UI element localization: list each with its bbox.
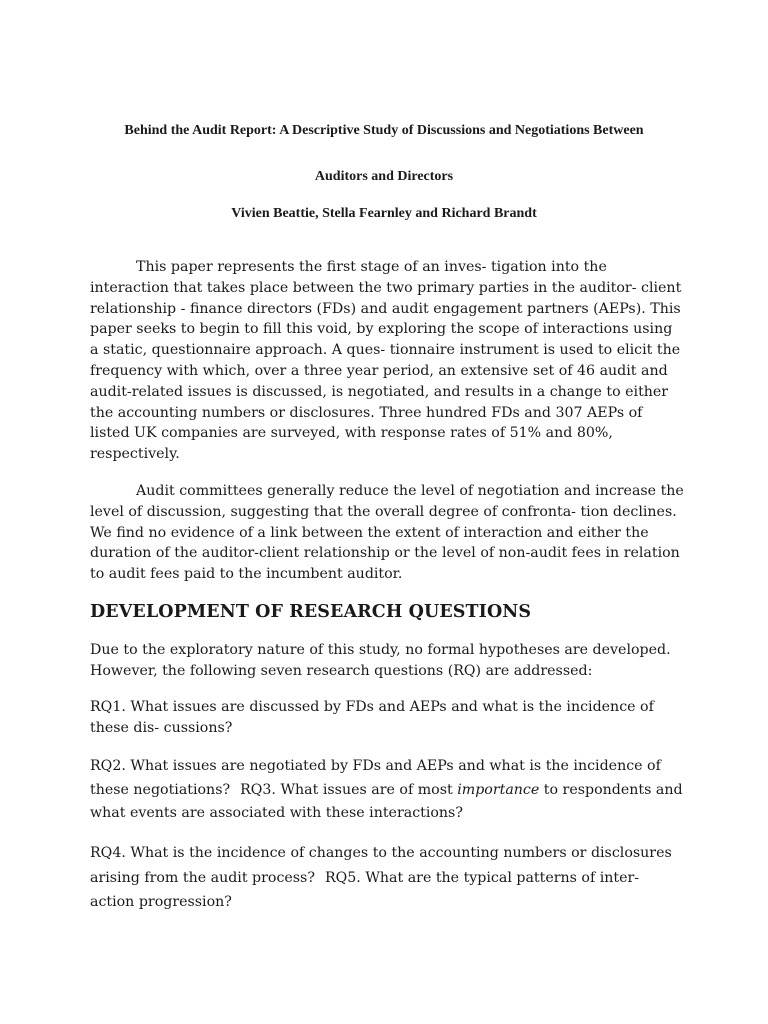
section-intro-paragraph: Due to the exploratory nature of this study, no formal hypotheses are developed. However, the following seven research questions (RQ) are addressed:	[90, 642, 671, 679]
research-question-4: RQ4. What is the incidence of changes to the accounting numbers or disclosures arising from the audit process?	[90, 845, 672, 886]
research-question-2: RQ2. What issues are negotiated by FDs and AEPs and what is the incidence of these negotiations?	[90, 758, 661, 798]
paper-title-line-1: Behind the Audit Report: A Descriptive Study of Discussions and Negotiations Between	[124, 123, 644, 138]
research-question-1: RQ1. What issues are discussed by FDs and AEPs and what is the incidence of these dis- cussions?	[90, 699, 654, 736]
research-questions-2-3	[90, 755, 685, 826]
section-heading: DEVELOPMENT OF RESEARCH QUESTIONS	[90, 602, 532, 622]
rq3-text-after: to respondents and what events are associated with these interactions?	[90, 781, 683, 821]
abstract-paragraph-1: This paper represents the first stage of an inves- tigation into the interaction that takes place between the two primary parties in the auditor- client relationship - finance directors (FDs) and audit engagement partners (AEPs). This paper seeks to begin to fill this void, by exploring the scope of interactions using a static, questionnaire approach. A ques- tionnaire instrument is used to elicit the frequency with which, over a three year period, an extensive set of 46 audit and audit-related issues is discussed, is negotiated, and results in a change to either the accounting numbers or disclosures. Three hundred FDs and 307 AEPs of listed UK companies are surveyed, with response rates of 51% and 80%, respectively.	[90, 259, 682, 463]
research-question-5: RQ5. What are the typical patterns of inter- action progression?	[90, 869, 640, 910]
rq3-emphasis: importance	[457, 781, 540, 798]
rq3-text-before: RQ3. What issues are of most	[240, 781, 453, 798]
abstract-paragraph-2: Audit committees generally reduce the level of negotiation and increase the level of discussion, suggesting that the overall degree of confronta- tion declines. We find no evidence of a link between the extent of interaction and either the duration of the auditor-client relationship or the level of non-audit fees in relation to audit fees paid to the incumbent auditor.	[90, 483, 684, 583]
research-questions-4-5	[90, 841, 685, 915]
paper-title-line-2: Auditors and Directors	[314, 169, 454, 184]
paper-authors: Vivien Beattie, Stella Fearnley and Richard Brandt	[231, 206, 537, 221]
